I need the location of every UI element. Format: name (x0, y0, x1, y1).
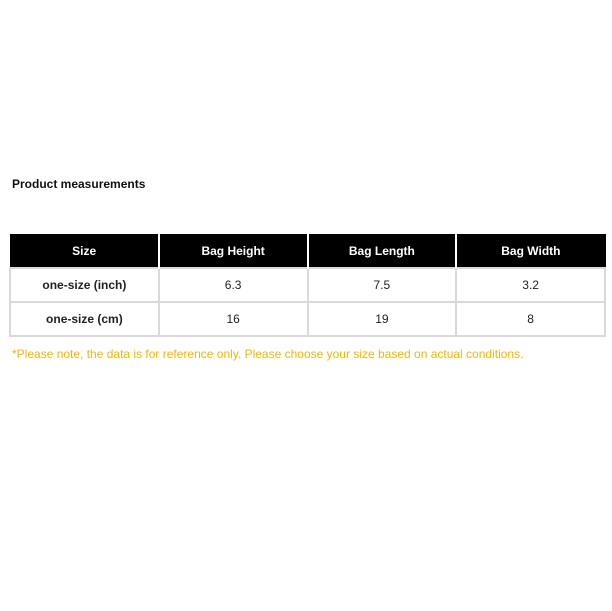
table-cell: 16 (159, 302, 308, 336)
page-title: Product measurements (12, 177, 146, 191)
table-row (10, 302, 605, 336)
column-header-bag-length: Bag Length (308, 234, 457, 268)
table-cell: 3.2 (456, 268, 605, 302)
column-header-bag-width: Bag Width (456, 234, 605, 268)
table-cell: 6.3 (159, 268, 308, 302)
column-header-size: Size (10, 234, 159, 268)
reference-note: *Please note, the data is for reference only. Please choose your size based on actual conditions. (12, 347, 524, 361)
table-header-row (10, 234, 605, 268)
row-label: one-size (inch) (10, 268, 159, 302)
table-cell: 7.5 (308, 268, 457, 302)
row-label: one-size (cm) (10, 302, 159, 336)
table-row (10, 268, 605, 302)
table-cell: 8 (456, 302, 605, 336)
table-cell: 19 (308, 302, 457, 336)
size-chart-table (9, 234, 606, 337)
column-header-bag-height: Bag Height (159, 234, 308, 268)
